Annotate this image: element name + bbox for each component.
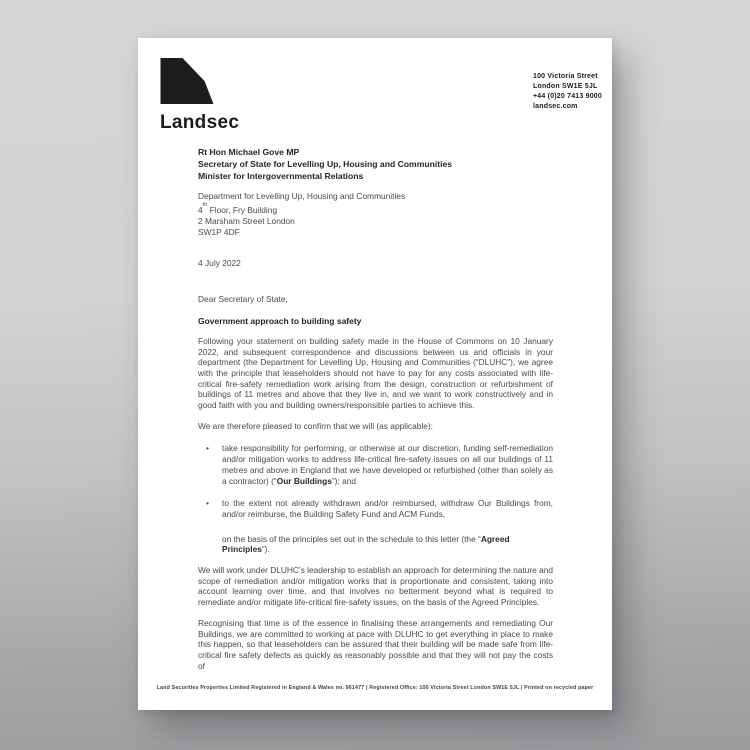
letterhead bbox=[138, 38, 612, 132]
registered-office-footer: Land Securities Properties Limited Registered in England & Wales no. 961477 | Registered Office: 100 Victoria Street London SW1E 5JL | Printed on recycled paper bbox=[156, 685, 594, 691]
contact-street: 100 Victoria Street bbox=[533, 73, 598, 80]
recipient-address-block bbox=[198, 191, 553, 239]
defined-term-our-buildings: Our Buildings bbox=[276, 475, 332, 486]
letterhead-contact bbox=[533, 72, 602, 112]
address-street: 2 Marsham Street London bbox=[198, 215, 295, 226]
paragraph-dluhc-leadership: We will work under DLUHC’s leadership to establish an approach for determining the nature and scope of remediation and/or mitigation works that is proportionate and consistent, taking into account learning over time, and that involves no betterment beyond what is required to remediate and/or mitigate life-critical fire-safety issues, on the basis of the Agreed Principles. bbox=[198, 565, 553, 608]
recipient-title-2: Minister for Intergovernmental Relations bbox=[198, 171, 364, 181]
recipient-title-1: Secretary of State for Levelling Up, Housing and Communities bbox=[198, 159, 453, 169]
list-item-withdraw: • to the extent not already withdrawn and/or reimbursed, withdraw Our Buildings from, and/or reimburse, the Building Safety Fund and ACM Funds, bbox=[198, 498, 553, 519]
contact-city: London SW1E 5JL bbox=[533, 83, 598, 90]
address-postcode: SW1P 4DF bbox=[198, 227, 240, 238]
letter-content bbox=[198, 146, 553, 671]
recipient-name: Rt Hon Michael Gove MP bbox=[198, 147, 300, 157]
address-department: Department for Levelling Up, Housing and Communities bbox=[198, 191, 406, 201]
address-floor: 4th Floor, Fry Building bbox=[198, 202, 278, 215]
contact-phone: +44 (0)20 7413 9000 bbox=[533, 93, 602, 100]
list-item-responsibility: • take responsibility for performing, or otherwise at our discretion, funding self-remediation and/or mitigation works to address life-critical fire-safety issues on all our buildings of 11 metres and above in England that we have developed or refurbished (other than solely as a contractor) (“Our Buildings”); and bbox=[198, 443, 553, 486]
landsec-logo-mark-icon bbox=[160, 58, 214, 104]
ordinal-suffix: th bbox=[202, 202, 208, 208]
letter-date: 4 July 2022 bbox=[198, 257, 241, 268]
subject-line: Government approach to building safety bbox=[198, 315, 362, 326]
contact-website: landsec.com bbox=[533, 103, 578, 110]
landsec-wordmark: Landsec bbox=[160, 112, 240, 133]
list-closing-line: on the basis of the principles set out in the schedule to this letter (the “Agreed Principles”). bbox=[222, 533, 510, 555]
paragraph-intro: Following your statement on building safety made in the House of Commons on 10 January 2022, and subsequent correspondence and discussions between us and officials in your department (the Department for Levelling Up, Housing and Communities (“DLUHC”), we agree with the principle that leaseholders should not have to pay for any costs associated with life-critical fire-safety remediation work arising from the design, construction or refurbishment of buildings of 11 metres and above that they live in, and we want to work constructively and in good faith with you and building owners/responsible parties to achieve this. bbox=[198, 335, 553, 411]
letter-page bbox=[138, 38, 612, 710]
commitment-list bbox=[198, 443, 553, 519]
defined-term-agreed-principles: Agreed Principles bbox=[222, 533, 510, 555]
paragraph-confirm: We are therefore pleased to confirm that we will (as applicable): bbox=[198, 420, 433, 431]
paragraph-recognising: Recognising that time is of the essence in finalising these arrangements and remediating Our Buildings, we are committed to working at pace with DLUHC to get everything in place to make this happen, so that leaseholders can be assured that their building will be made safe from life-critical fire safety defects as quickly as reasonably possible and that they will not pay the costs of bbox=[198, 617, 553, 671]
salutation: Dear Secretary of State, bbox=[198, 293, 288, 304]
recipient-name-block bbox=[198, 146, 553, 182]
